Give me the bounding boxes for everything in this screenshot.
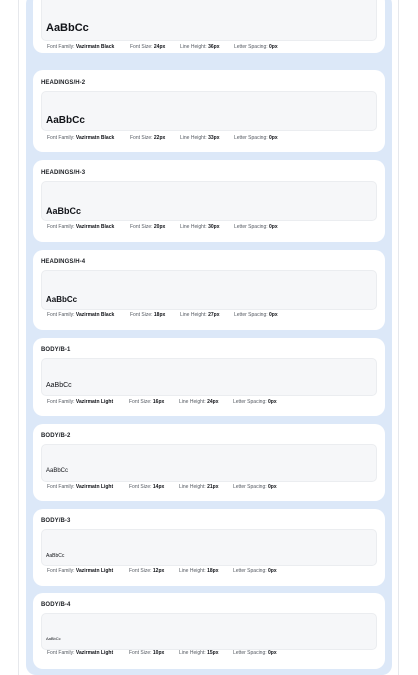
letter-spacing-value: 0px: [268, 484, 277, 490]
line-height-value: 21px: [207, 484, 219, 490]
font-family-value: Vazirmatn Black: [75, 135, 115, 141]
letter-spacing-label: Letter Spacing:: [233, 484, 267, 490]
line-height-label: Line Height:: [179, 650, 206, 656]
frame-right-edge: [398, 0, 399, 675]
letter-spacing-label: Letter Spacing:: [233, 650, 267, 656]
letter-spacing-label: Letter Spacing:: [234, 312, 268, 318]
line-height-value: 24px: [207, 399, 219, 405]
font-size-value: 20px: [153, 224, 166, 230]
type-card-h4: [33, 250, 385, 330]
sample-box: [41, 181, 377, 221]
font-family-label: Font Family:: [47, 568, 75, 574]
font-size-value: 22px: [153, 135, 166, 141]
line-height-label: Line Height:: [180, 135, 207, 141]
sample-text: AaBbCc: [46, 636, 61, 641]
letter-spacing-value: 0px: [268, 399, 277, 405]
line-height-value: 36px: [208, 44, 220, 50]
font-size-value: 12px: [152, 568, 165, 574]
font-size-label: Font Size:: [129, 650, 152, 656]
letter-spacing-label: Letter Spacing:: [233, 568, 267, 574]
font-size-label: Font Size:: [130, 224, 153, 230]
sample-text: AaBbCc: [46, 382, 72, 389]
card-title: BODY/B-3: [41, 518, 71, 524]
sample-text: AaBbCc: [46, 22, 89, 34]
card-title: HEADINGS/H-4: [41, 259, 86, 265]
sample-text: AaBbCc: [46, 468, 69, 474]
type-card-b4: [33, 593, 385, 669]
font-family-label: Font Family:: [47, 135, 75, 141]
card-title: BODY/B-2: [41, 433, 71, 439]
font-size-label: Font Size:: [130, 312, 153, 318]
font-family-label: Font Family:: [47, 399, 75, 405]
line-height-label: Line Height:: [179, 484, 206, 490]
letter-spacing-value: 0px: [268, 650, 277, 656]
sample-text: AaBbCc: [46, 295, 78, 304]
line-height-value: 30px: [208, 224, 220, 230]
line-height-value: 27px: [208, 312, 220, 318]
font-size-label: Font Size:: [129, 484, 152, 490]
type-card-h1: [33, 0, 385, 53]
font-size-value: 24px: [153, 44, 166, 50]
sample-box: [41, 0, 377, 41]
type-card-h3: [33, 160, 385, 242]
type-card-h2: [33, 70, 385, 152]
font-family-value: Vazirmatn Black: [75, 44, 115, 50]
letter-spacing-value: 0px: [268, 568, 277, 574]
sample-box: [41, 358, 377, 396]
font-size-label: Font Size:: [130, 44, 153, 50]
letter-spacing-value: 0px: [269, 44, 278, 50]
font-size-value: 10px: [152, 650, 165, 656]
font-size-value: 14px: [152, 484, 165, 490]
card-title: BODY/B-1: [41, 347, 71, 353]
sample-text: AaBbCc: [46, 115, 85, 126]
line-height-label: Line Height:: [179, 399, 206, 405]
font-size-label: Font Size:: [129, 399, 152, 405]
frame-left-edge: [18, 0, 19, 675]
letter-spacing-value: 0px: [269, 312, 278, 318]
sample-box: [41, 529, 377, 566]
letter-spacing-value: 0px: [269, 224, 278, 230]
sample-box: [41, 270, 377, 310]
line-height-label: Line Height:: [179, 568, 206, 574]
line-height-value: 15px: [207, 650, 219, 656]
type-card-b2: [33, 424, 385, 501]
font-family-label: Font Family:: [47, 484, 75, 490]
font-family-value: Vazirmatn Light: [75, 399, 114, 405]
type-card-b3: [33, 509, 385, 586]
line-height-value: 33px: [208, 135, 220, 141]
letter-spacing-label: Letter Spacing:: [234, 135, 268, 141]
font-family-label: Font Family:: [47, 224, 75, 230]
letter-spacing-label: Letter Spacing:: [234, 224, 268, 230]
font-size-value: 16px: [152, 399, 165, 405]
font-family-value: Vazirmatn Black: [75, 312, 115, 318]
line-height-value: 18px: [207, 568, 219, 574]
line-height-label: Line Height:: [180, 312, 207, 318]
letter-spacing-label: Letter Spacing:: [234, 44, 268, 50]
type-card-b1: [33, 338, 385, 416]
font-size-value: 18px: [153, 312, 166, 318]
font-size-label: Font Size:: [130, 135, 153, 141]
letter-spacing-label: Letter Spacing:: [233, 399, 267, 405]
card-title: BODY/B-4: [41, 602, 71, 608]
sample-text: AaBbCc: [46, 553, 65, 559]
font-family-value: Vazirmatn Black: [75, 224, 115, 230]
line-height-label: Line Height:: [180, 224, 207, 230]
font-family-value: Vazirmatn Light: [75, 484, 114, 490]
sample-box: [41, 444, 377, 482]
font-size-label: Font Size:: [129, 568, 152, 574]
font-family-value: Vazirmatn Light: [75, 568, 114, 574]
font-family-label: Font Family:: [47, 312, 75, 318]
sample-box: [41, 613, 377, 650]
card-title: HEADINGS/H-2: [41, 80, 86, 86]
font-family-value: Vazirmatn Light: [75, 650, 114, 656]
card-title: HEADINGS/H-3: [41, 170, 86, 176]
letter-spacing-value: 0px: [269, 135, 278, 141]
font-family-label: Font Family:: [47, 650, 75, 656]
line-height-label: Line Height:: [180, 44, 207, 50]
sample-box: [41, 91, 377, 131]
sample-text: AaBbCc: [46, 206, 82, 216]
font-family-label: Font Family:: [47, 44, 75, 50]
